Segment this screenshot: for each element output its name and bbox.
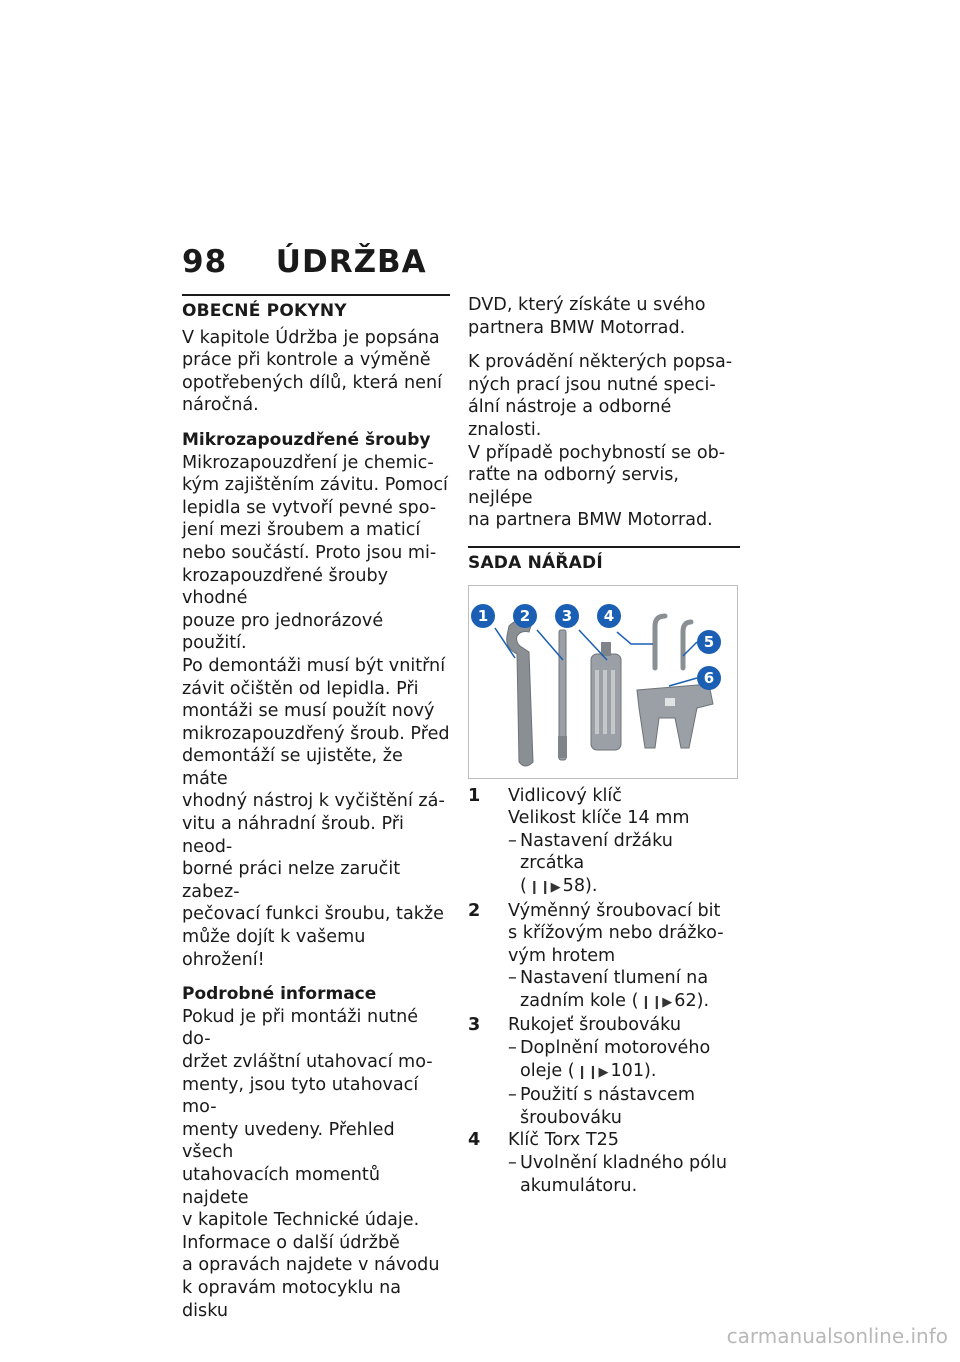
sub-text: akumulátoru.: [520, 1175, 638, 1196]
adjuster-tool-icon: [637, 684, 713, 748]
text-line: partnera BMW Motorrad.: [468, 317, 686, 338]
page-ref-arrow-icon: ❙❙▶: [640, 994, 673, 1010]
ref-prefix: zadním kole (: [520, 990, 639, 1011]
text-line: a opravách najdete v návodu: [182, 1255, 440, 1276]
text-line: DVD, který získáte u svého: [468, 295, 706, 315]
text-line: krozapouzdřené šrouby vhodné: [182, 565, 389, 609]
callout-2: [513, 604, 537, 628]
dash: –: [508, 830, 517, 851]
sub-text: šroubováku: [520, 1107, 622, 1128]
text-line: práce při kontrole a výměně: [182, 350, 431, 371]
text-line: borné práci nelze zaručit zabez-: [182, 859, 401, 902]
text-line: ných prací jsou nutné speci-: [468, 374, 716, 395]
tool-text: Rukojeť šroubováku: [508, 1015, 681, 1036]
chapter-title: ÚDRŽBA: [275, 244, 427, 280]
bit-icon: [558, 630, 567, 760]
page-ref-arrow-icon: ❙❙▶: [576, 1064, 609, 1080]
text-line: jení mezi šroubem a maticí: [182, 520, 421, 541]
watermark: carmanualsonline.info: [726, 1324, 948, 1348]
dash: –: [508, 968, 517, 989]
tool-item: [468, 1129, 740, 1152]
dash: –: [508, 1038, 517, 1059]
ref-prefix: (: [520, 875, 527, 896]
sub-text: Nastavení tlumení na: [520, 968, 709, 989]
ref-page[interactable]: 101).: [610, 1060, 657, 1081]
page-number: 98: [182, 244, 228, 280]
toolkit-illustration: [469, 586, 737, 778]
wrench-icon: [507, 618, 533, 765]
dash: –: [508, 1085, 517, 1106]
text-line: kým zajištěním závitu. Pomocí: [182, 475, 448, 496]
page-reference[interactable]: [468, 1060, 740, 1085]
text-line: v kapitole Technické údaje.: [182, 1210, 420, 1231]
intro-paragraph: [182, 327, 450, 417]
sub-text: Doplnění motorového: [520, 1038, 711, 1059]
tool-item: [468, 945, 740, 968]
tools-paragraph: [468, 351, 740, 532]
sub-item: [468, 1037, 740, 1060]
tool-text: Klíč Torx T25: [508, 1130, 619, 1151]
svg-text:5: 5: [703, 632, 715, 651]
text-line: držet zvláštní utahovací mo-: [182, 1052, 433, 1072]
tool-item: [468, 1014, 740, 1037]
text-line: nebo součástí. Proto jsou mi-: [182, 542, 437, 563]
tool-item: [468, 785, 740, 808]
toolkit-figure: [468, 585, 738, 779]
detail-paragraph: [182, 1006, 450, 1322]
sub-item: [468, 967, 740, 990]
text-line: menty uvedeny. Přehled všech: [182, 1119, 395, 1163]
sub-item: [468, 830, 740, 875]
text-line: opotřebených dílů, která není: [182, 372, 443, 393]
text-line: mikrozapouzdřený šroub. Před: [182, 723, 450, 744]
tool-item: [468, 807, 740, 830]
tool-number: [468, 922, 508, 945]
tool-list: [468, 785, 740, 1198]
tool-number: 3: [468, 1015, 481, 1036]
svg-text:6: 6: [703, 668, 715, 687]
ref-prefix: oleje (: [520, 1060, 575, 1081]
left-column: [182, 294, 450, 1322]
tool-number: [468, 945, 508, 968]
subheading-micro: Mikrozapouzdřené šrouby: [182, 429, 431, 450]
tool-number: [468, 807, 508, 830]
callout-5: [697, 630, 721, 654]
dash: [508, 1175, 520, 1198]
dash: [508, 1107, 520, 1130]
sub-text: Nastavení držáku zrcátka: [520, 830, 673, 874]
text-line: ální nástroje a odborné znalosti.: [468, 397, 672, 440]
callout-6: [697, 666, 721, 690]
sub-text: Použití s nástavcem: [520, 1085, 695, 1106]
text-line: lepidla se vytvoří pevné spo-: [182, 497, 437, 518]
tool-text: vým hrotem: [508, 945, 616, 966]
text-line: V kapitole Údržba je popsána: [182, 327, 440, 348]
tool-text: Vidlicový klíč: [508, 785, 622, 806]
sub-item: [468, 1152, 740, 1175]
page-header: [182, 244, 427, 280]
tool-text: Výměnný šroubovací bit: [508, 900, 721, 921]
tool-item: [468, 900, 740, 923]
text-line: vhodný nástroj k vyčištění zá-: [182, 791, 445, 812]
page-reference[interactable]: [468, 875, 740, 900]
text-line: Mikrozapouzdření je chemic-: [182, 452, 434, 473]
page-ref-arrow-icon: ❙❙▶: [528, 879, 561, 895]
tool-number: 2: [468, 900, 481, 921]
text-line: Informace o další údržbě: [182, 1232, 400, 1253]
text-line: na partnera BMW Motorrad.: [468, 510, 713, 531]
text-line: vitu a náhradní šroub. Při neod-: [182, 814, 404, 857]
text-line: Po demontáži musí být vnitřní: [182, 655, 446, 676]
text-line: demontáží se ujistěte, že máte: [182, 746, 403, 789]
tool-text: Velikost klíče 14 mm: [508, 808, 690, 829]
text-line: montáži se musí použít nový: [182, 701, 435, 722]
page-reference[interactable]: [468, 990, 740, 1015]
text-line: Pokud je při montáži nutné do-: [182, 1006, 419, 1050]
text-line: pouze pro jednorázové použití.: [182, 610, 384, 654]
torx-key-icon: [655, 616, 665, 668]
text-line: může dojít k vašemu ohrožení!: [182, 927, 366, 970]
subheading-details: Podrobné informace: [182, 984, 377, 1005]
hex-key-icon: [683, 622, 691, 668]
callout-3: [555, 604, 579, 628]
tool-text: s křížovým nebo drážko-: [508, 923, 724, 944]
svg-text:2: 2: [519, 606, 531, 625]
svg-text:1: 1: [477, 606, 489, 625]
sub-text: Uvolnění kladného pólu: [520, 1153, 728, 1174]
callout-4: [597, 604, 621, 628]
text-line: k opravám motocyklu na disku: [182, 1277, 402, 1321]
tool-number: 4: [468, 1130, 481, 1151]
tool-item: [468, 922, 740, 945]
sub-item: [468, 1084, 740, 1107]
tool-number: 1: [468, 785, 481, 806]
sub-item: [468, 1107, 740, 1130]
section-title-toolkit: SADA NÁŘADÍ: [468, 552, 603, 573]
text-line: raťte na odborný servis, nejlépe: [468, 465, 679, 508]
dash: –: [508, 1153, 517, 1174]
section-title-general: OBECNÉ POKYNY: [182, 301, 347, 321]
sub-item: [468, 1175, 740, 1198]
text-line: V případě pochybností se ob-: [468, 442, 726, 463]
svg-text:4: 4: [603, 606, 615, 625]
ref-page[interactable]: 58).: [562, 875, 598, 896]
text-line: pečovací funkci šroubu, takže: [182, 904, 444, 925]
right-column: [468, 294, 740, 1197]
text-line: menty, jsou tyto utahovací mo-: [182, 1074, 419, 1118]
ref-page[interactable]: 62).: [674, 990, 710, 1011]
svg-text:3: 3: [561, 606, 573, 625]
micro-paragraph: [182, 452, 450, 972]
text-line: K provádění některých popsa-: [468, 352, 733, 373]
continued-paragraph: [468, 294, 740, 339]
text-line: náročná.: [182, 395, 259, 416]
text-line: utahovacích momentů najdete: [182, 1164, 380, 1208]
text-line: závit očištěn od lepidla. Při: [182, 678, 419, 699]
callout-1: [471, 604, 495, 628]
